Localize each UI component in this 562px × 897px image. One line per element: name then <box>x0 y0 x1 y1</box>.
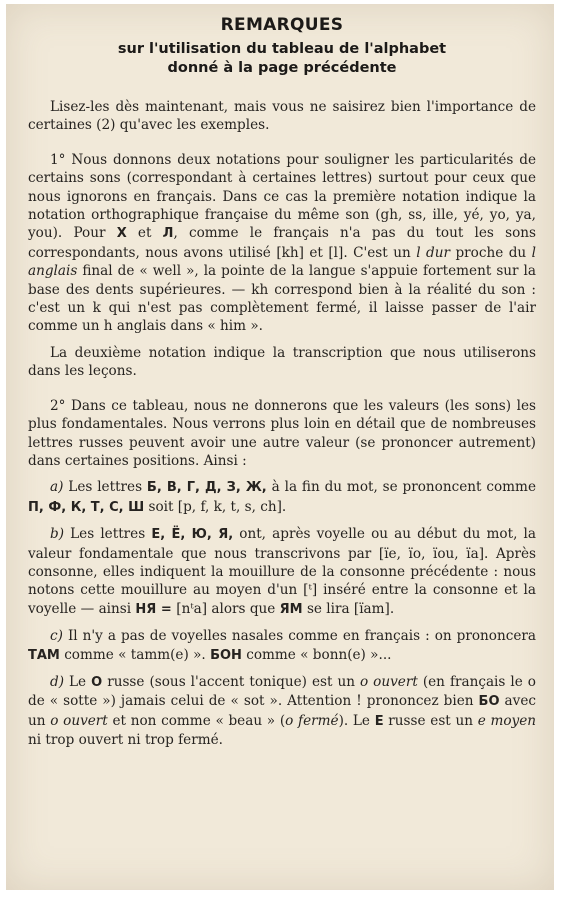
book-page <box>6 4 554 890</box>
subtitle-line-2: donné à la page précédente <box>167 60 397 76</box>
paragraph-3: 2° Dans ce tableau, nous ne donnerons que les valeurs (les sons) les plus fondamentales. Nous verrons plus loin en détail que de nombreuses lettres russes peuvent avoir une autre valeur (se prononcer autrement) dans certaines positions. Ainsi : <box>28 397 536 469</box>
subtitle-line-1: sur l'utilisation du tableau de l'alphabet <box>117 41 447 57</box>
page-subtitle <box>28 40 536 78</box>
page-content <box>28 14 536 758</box>
remark-b: b) Les lettres Е, Ё, Ю, Я, ont, après voyelle ou au début du mot, la valeur fondamentale que nous transcrivons par [ïe, ïo, ïou, ïa]. Après consonne, elles indiquent la mouillure de la consonne précédente : nous notons cette mouillure au moyen d'un [ᵗ] inséré entre la consonne et la voyelle — ainsi НЯ = [nᵗa] alors que ЯМ se lira [ïam]. <box>28 526 536 617</box>
paragraph-2: La deuxième notation indique la transcription que nous utiliserons dans les leçons. <box>28 344 536 380</box>
remarks-body <box>28 98 536 750</box>
paragraph-1: 1° Nous donnons deux notations pour souligner les particularités de certains sons (correspondant à certaines lettres) surtout pour ceux que nous ignorons en français. Dans ce cas la première notation indique la notation orthographique française du même son (gh, ss, ille, yé, yo, ya, you). Pour X et Л, comme le français n'a pas du tout les sons correspondants, nous avons utilisé [kh] et [l]. C'est un l dur proche du l anglais final de « well », la pointe de la langue s'appuie fortement sur la base des dents supérieures. — kh correspond bien à la réalité du son : c'est un k qui n'est pas complètement fermé, il laisse passer de l'air comme un h anglais dans « him ». <box>28 151 536 335</box>
intro-paragraph: Lisez-les dès maintenant, mais vous ne saisirez bien l'importance de certaines (2) qu'avec les exemples. <box>28 99 536 134</box>
remark-a: a) Les lettres Б, В, Г, Д, З, Ж, à la fin du mot, se prononcent comme П, Ф, К, Т, С, Ш soit [p, f, k, t, s, ch]. <box>28 479 536 515</box>
remark-d: d) Le О russe (sous l'accent tonique) est un o ouvert (en français le o de « sotte ») jamais celui de « sot ». Attention ! prononcez bien БО avec un o ouvert et non comme « beau » (o fermé). Le Е russe est un e moyen ni trop ouvert ni trop fermé. <box>28 673 537 749</box>
remark-c: c) Il n'y a pas de voyelles nasales comme en français : on prononcera ТАМ comme « tamm(e) ». БОН comme « bonn(e) »... <box>28 628 536 663</box>
page-title: REMARQUES <box>220 15 344 35</box>
